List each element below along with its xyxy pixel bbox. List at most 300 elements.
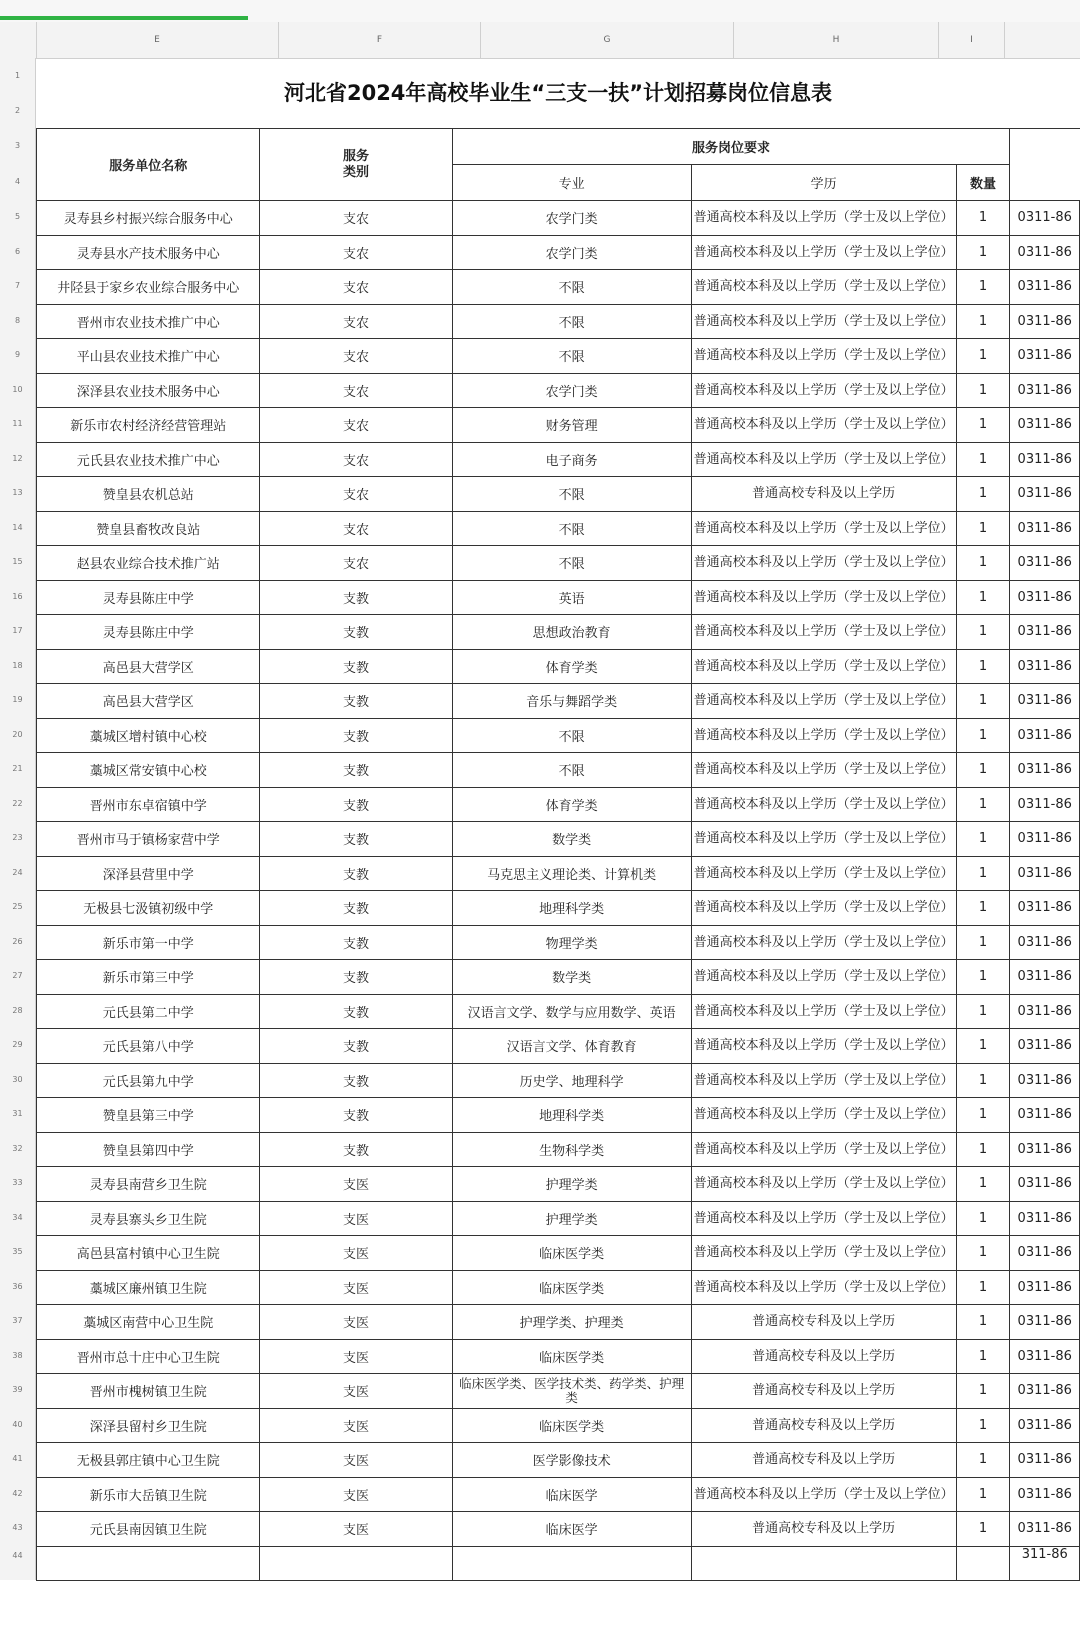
unit-cell[interactable]: 灵寿县水产技术服务中心 (37, 235, 260, 270)
category-cell[interactable]: 支农 (260, 304, 452, 339)
category-cell[interactable]: 支农 (260, 477, 452, 512)
major-cell[interactable]: 生物科学类 (452, 1132, 691, 1167)
education-cell[interactable]: 普通高校本科及以上学历（学士及以上学位） (691, 753, 956, 788)
quantity-cell[interactable]: 1 (956, 1236, 1010, 1271)
education-cell[interactable]: 普通高校本科及以上学历（学士及以上学位） (691, 580, 956, 615)
phone-cell[interactable]: 0311-86 (1010, 1236, 1080, 1271)
unit-cell[interactable]: 藁城区增村镇中心校 (37, 718, 260, 753)
column-letter-i[interactable]: I (939, 22, 1005, 58)
unit-cell[interactable]: 新乐市大岳镇卫生院 (37, 1477, 260, 1512)
major-cell[interactable]: 数学类 (452, 960, 691, 995)
category-cell[interactable]: 支农 (260, 201, 452, 236)
phone-cell[interactable]: 0311-86 (1010, 822, 1080, 857)
category-cell[interactable]: 支教 (260, 891, 452, 926)
quantity-cell[interactable]: 1 (956, 684, 1010, 719)
quantity-cell[interactable]: 1 (956, 1477, 1010, 1512)
row-number[interactable]: 38 (0, 1339, 36, 1374)
column-letter-f[interactable]: F (279, 22, 481, 58)
major-cell[interactable]: 数学类 (452, 822, 691, 857)
phone-cell[interactable]: 0311-86 (1010, 201, 1080, 236)
row-number[interactable]: 11 (0, 407, 36, 442)
quantity-cell[interactable]: 1 (956, 718, 1010, 753)
category-cell[interactable]: 支医 (260, 1477, 452, 1512)
table-row[interactable] (37, 1512, 1080, 1547)
education-cell[interactable]: 普通高校本科及以上学历（学士及以上学位） (691, 615, 956, 650)
unit-cell[interactable]: 深泽县营里中学 (37, 856, 260, 891)
row-number[interactable]: 5 (0, 200, 36, 235)
table-row[interactable] (37, 1546, 1080, 1581)
phone-cell[interactable]: 0311-86 (1010, 546, 1080, 581)
major-cell[interactable]: 马克思主义理论类、计算机类 (452, 856, 691, 891)
row-number[interactable]: 24 (0, 856, 36, 891)
category-cell[interactable]: 支农 (260, 408, 452, 443)
row-number[interactable]: 34 (0, 1201, 36, 1236)
phone-cell[interactable]: 0311-86 (1010, 753, 1080, 788)
education-cell[interactable]: 普通高校本科及以上学历（学士及以上学位） (691, 1167, 956, 1202)
category-cell[interactable]: 支教 (260, 615, 452, 650)
major-cell[interactable]: 体育学类 (452, 649, 691, 684)
category-cell[interactable]: 支教 (260, 856, 452, 891)
category-cell[interactable]: 支医 (260, 1236, 452, 1271)
unit-cell[interactable]: 晋州市东卓宿镇中学 (37, 787, 260, 822)
unit-cell[interactable]: 赞皇县农机总站 (37, 477, 260, 512)
quantity-cell[interactable]: 1 (956, 442, 1010, 477)
phone-cell[interactable]: 0311-86 (1010, 1098, 1080, 1133)
table-row[interactable] (37, 339, 1080, 374)
quantity-cell[interactable]: 1 (956, 1374, 1010, 1409)
major-cell[interactable]: 地理科学类 (452, 1098, 691, 1133)
phone-cell[interactable]: 0311-86 (1010, 1443, 1080, 1478)
education-cell[interactable]: 普通高校本科及以上学历（学士及以上学位） (691, 1236, 956, 1271)
category-cell[interactable]: 支教 (260, 925, 452, 960)
table-row[interactable] (37, 1339, 1080, 1374)
education-cell[interactable]: 普通高校专科及以上学历 (691, 1305, 956, 1340)
education-cell[interactable]: 普通高校本科及以上学历（学士及以上学位） (691, 822, 956, 857)
major-cell[interactable]: 临床医学 (452, 1512, 691, 1547)
row-number[interactable]: 2 (0, 93, 36, 128)
education-cell[interactable]: 普通高校本科及以上学历（学士及以上学位） (691, 511, 956, 546)
category-cell[interactable]: 支农 (260, 546, 452, 581)
unit-cell[interactable]: 新乐市第三中学 (37, 960, 260, 995)
unit-cell[interactable]: 灵寿县南营乡卫生院 (37, 1167, 260, 1202)
education-cell[interactable]: 普通高校专科及以上学历 (691, 1408, 956, 1443)
table-row[interactable] (37, 1408, 1080, 1443)
major-cell[interactable]: 汉语言文学、体育教育 (452, 1029, 691, 1064)
major-cell[interactable]: 音乐与舞蹈学类 (452, 684, 691, 719)
column-letter-g[interactable]: G (481, 22, 734, 58)
education-cell[interactable]: 普通高校本科及以上学历（学士及以上学位） (691, 442, 956, 477)
table-row[interactable] (37, 442, 1080, 477)
phone-cell[interactable]: 0311-86 (1010, 1477, 1080, 1512)
category-cell[interactable]: 支医 (260, 1201, 452, 1236)
table-row[interactable] (37, 235, 1080, 270)
major-cell[interactable]: 临床医学 (452, 1477, 691, 1512)
education-cell[interactable]: 普通高校本科及以上学历（学士及以上学位） (691, 339, 956, 374)
category-cell[interactable]: 支教 (260, 718, 452, 753)
empty-cell[interactable] (260, 1546, 452, 1581)
category-cell[interactable]: 支教 (260, 994, 452, 1029)
table-row[interactable] (37, 960, 1080, 995)
quantity-cell[interactable]: 1 (956, 1167, 1010, 1202)
category-cell[interactable]: 支医 (260, 1408, 452, 1443)
major-cell[interactable]: 体育学类 (452, 787, 691, 822)
row-number[interactable]: 28 (0, 994, 36, 1029)
major-cell[interactable]: 临床医学类 (452, 1408, 691, 1443)
unit-cell[interactable]: 赞皇县第四中学 (37, 1132, 260, 1167)
major-cell[interactable]: 思想政治教育 (452, 615, 691, 650)
quantity-cell[interactable]: 1 (956, 270, 1010, 305)
quantity-cell[interactable]: 1 (956, 235, 1010, 270)
phone-cell[interactable]: 0311-86 (1010, 1063, 1080, 1098)
phone-cell[interactable]: 0311-86 (1010, 1374, 1080, 1409)
quantity-cell[interactable]: 1 (956, 546, 1010, 581)
table-row[interactable] (37, 856, 1080, 891)
row-number[interactable]: 36 (0, 1270, 36, 1305)
major-cell[interactable]: 临床医学类 (452, 1236, 691, 1271)
unit-cell[interactable]: 深泽县留村乡卫生院 (37, 1408, 260, 1443)
table-row[interactable] (37, 891, 1080, 926)
education-cell[interactable]: 普通高校本科及以上学历（学士及以上学位） (691, 546, 956, 581)
education-cell[interactable]: 普通高校本科及以上学历（学士及以上学位） (691, 718, 956, 753)
quantity-cell[interactable]: 1 (956, 1270, 1010, 1305)
education-cell[interactable]: 普通高校专科及以上学历 (691, 477, 956, 512)
row-number[interactable]: 1 (0, 58, 36, 93)
category-cell[interactable]: 支教 (260, 787, 452, 822)
major-cell[interactable]: 护理学类、护理类 (452, 1305, 691, 1340)
category-cell[interactable]: 支农 (260, 339, 452, 374)
category-cell[interactable]: 支教 (260, 822, 452, 857)
table-row[interactable] (37, 649, 1080, 684)
table-row[interactable] (37, 477, 1080, 512)
row-number[interactable]: 41 (0, 1442, 36, 1477)
education-cell[interactable]: 普通高校本科及以上学历（学士及以上学位） (691, 925, 956, 960)
major-cell[interactable]: 临床医学类 (452, 1270, 691, 1305)
table-row[interactable] (37, 1132, 1080, 1167)
quantity-cell[interactable]: 1 (956, 1201, 1010, 1236)
table-row[interactable] (37, 1201, 1080, 1236)
education-cell[interactable]: 普通高校本科及以上学历（学士及以上学位） (691, 270, 956, 305)
table-row[interactable] (37, 1305, 1080, 1340)
education-cell[interactable]: 普通高校专科及以上学历 (691, 1512, 956, 1547)
table-row[interactable] (37, 1098, 1080, 1133)
empty-cell[interactable] (956, 1546, 1010, 1581)
unit-cell[interactable]: 新乐市第一中学 (37, 925, 260, 960)
major-cell[interactable]: 物理学类 (452, 925, 691, 960)
major-cell[interactable]: 不限 (452, 753, 691, 788)
education-cell[interactable]: 普通高校本科及以上学历（学士及以上学位） (691, 408, 956, 443)
category-cell[interactable]: 支农 (260, 235, 452, 270)
major-cell[interactable]: 不限 (452, 270, 691, 305)
row-number[interactable]: 21 (0, 752, 36, 787)
table-row[interactable] (37, 1374, 1080, 1409)
quantity-cell[interactable]: 1 (956, 787, 1010, 822)
table-row[interactable] (37, 1270, 1080, 1305)
unit-cell[interactable]: 藁城区常安镇中心校 (37, 753, 260, 788)
major-cell[interactable]: 不限 (452, 304, 691, 339)
phone-cell[interactable]: 0311-86 (1010, 856, 1080, 891)
category-cell[interactable]: 支教 (260, 684, 452, 719)
education-cell[interactable]: 普通高校本科及以上学历（学士及以上学位） (691, 201, 956, 236)
empty-cell[interactable] (452, 1546, 691, 1581)
unit-cell[interactable]: 灵寿县陈庄中学 (37, 580, 260, 615)
unit-cell[interactable]: 晋州市槐树镇卫生院 (37, 1374, 260, 1409)
category-cell[interactable]: 支教 (260, 1029, 452, 1064)
row-number[interactable]: 8 (0, 304, 36, 339)
row-number[interactable]: 39 (0, 1373, 36, 1408)
unit-cell[interactable]: 井陉县于家乡农业综合服务中心 (37, 270, 260, 305)
category-cell[interactable]: 支教 (260, 1098, 452, 1133)
unit-cell[interactable]: 赞皇县畜牧改良站 (37, 511, 260, 546)
row-number[interactable]: 23 (0, 821, 36, 856)
phone-cell[interactable]: 0311-86 (1010, 1339, 1080, 1374)
major-cell[interactable]: 不限 (452, 477, 691, 512)
phone-cell[interactable]: 0311-86 (1010, 684, 1080, 719)
unit-cell[interactable]: 灵寿县寨头乡卫生院 (37, 1201, 260, 1236)
row-number[interactable]: 37 (0, 1304, 36, 1339)
quantity-cell[interactable]: 1 (956, 1132, 1010, 1167)
quantity-cell[interactable]: 1 (956, 201, 1010, 236)
quantity-cell[interactable]: 1 (956, 339, 1010, 374)
phone-cell[interactable]: 0311-86 (1010, 1270, 1080, 1305)
table-row[interactable] (37, 753, 1080, 788)
education-cell[interactable]: 普通高校本科及以上学历（学士及以上学位） (691, 787, 956, 822)
major-cell[interactable]: 不限 (452, 339, 691, 374)
row-number[interactable]: 22 (0, 787, 36, 822)
quantity-cell[interactable]: 1 (956, 925, 1010, 960)
major-cell[interactable]: 农学门类 (452, 373, 691, 408)
phone-cell[interactable]: 0311-86 (1010, 580, 1080, 615)
table-row[interactable] (37, 270, 1080, 305)
phone-cell[interactable]: 0311-86 (1010, 1201, 1080, 1236)
phone-cell[interactable]: 311-86 (1010, 1546, 1080, 1581)
quantity-cell[interactable]: 1 (956, 1029, 1010, 1064)
education-cell[interactable]: 普通高校本科及以上学历（学士及以上学位） (691, 1063, 956, 1098)
unit-cell[interactable]: 元氏县南因镇卫生院 (37, 1512, 260, 1547)
phone-cell[interactable]: 0311-86 (1010, 1132, 1080, 1167)
row-number[interactable]: 9 (0, 338, 36, 373)
table-row[interactable] (37, 408, 1080, 443)
major-cell[interactable]: 护理学类 (452, 1167, 691, 1202)
phone-cell[interactable]: 0311-86 (1010, 718, 1080, 753)
phone-cell[interactable]: 0311-86 (1010, 787, 1080, 822)
major-cell[interactable]: 医学影像技术 (452, 1443, 691, 1478)
education-cell[interactable]: 普通高校本科及以上学历（学士及以上学位） (691, 1132, 956, 1167)
category-cell[interactable]: 支医 (260, 1167, 452, 1202)
category-cell[interactable]: 支农 (260, 442, 452, 477)
quantity-cell[interactable]: 1 (956, 1408, 1010, 1443)
unit-cell[interactable]: 藁城区南营中心卫生院 (37, 1305, 260, 1340)
unit-cell[interactable]: 高邑县大营学区 (37, 684, 260, 719)
major-cell[interactable]: 电子商务 (452, 442, 691, 477)
phone-cell[interactable]: 0311-86 (1010, 891, 1080, 926)
quantity-cell[interactable]: 1 (956, 856, 1010, 891)
row-number[interactable]: 26 (0, 925, 36, 960)
phone-cell[interactable]: 0311-86 (1010, 442, 1080, 477)
category-cell[interactable]: 支教 (260, 1063, 452, 1098)
phone-cell[interactable]: 0311-86 (1010, 649, 1080, 684)
table-row[interactable] (37, 1167, 1080, 1202)
education-cell[interactable]: 普通高校本科及以上学历（学士及以上学位） (691, 235, 956, 270)
phone-cell[interactable]: 0311-86 (1010, 511, 1080, 546)
row-number[interactable]: 3 (0, 128, 36, 164)
major-cell[interactable]: 历史学、地理科学 (452, 1063, 691, 1098)
unit-cell[interactable]: 赞皇县第三中学 (37, 1098, 260, 1133)
quantity-cell[interactable]: 1 (956, 1339, 1010, 1374)
quantity-cell[interactable]: 1 (956, 649, 1010, 684)
category-cell[interactable]: 支教 (260, 649, 452, 684)
row-number[interactable]: 7 (0, 269, 36, 304)
row-number[interactable]: 40 (0, 1408, 36, 1443)
quantity-cell[interactable]: 1 (956, 1063, 1010, 1098)
row-number[interactable]: 4 (0, 164, 36, 200)
phone-cell[interactable]: 0311-86 (1010, 373, 1080, 408)
table-row[interactable] (37, 201, 1080, 236)
row-number[interactable]: 13 (0, 476, 36, 511)
row-number[interactable]: 17 (0, 614, 36, 649)
education-cell[interactable]: 普通高校本科及以上学历（学士及以上学位） (691, 891, 956, 926)
phone-cell[interactable]: 0311-86 (1010, 235, 1080, 270)
major-cell[interactable]: 农学门类 (452, 201, 691, 236)
category-cell[interactable]: 支农 (260, 270, 452, 305)
table-row[interactable] (37, 684, 1080, 719)
major-cell[interactable]: 不限 (452, 546, 691, 581)
row-number[interactable]: 42 (0, 1477, 36, 1512)
education-cell[interactable]: 普通高校本科及以上学历（学士及以上学位） (691, 1270, 956, 1305)
category-cell[interactable]: 支农 (260, 373, 452, 408)
category-cell[interactable]: 支教 (260, 960, 452, 995)
education-cell[interactable]: 普通高校本科及以上学历（学士及以上学位） (691, 684, 956, 719)
quantity-cell[interactable]: 1 (956, 960, 1010, 995)
major-cell[interactable]: 临床医学类、医学技术类、药学类、护理类 (452, 1374, 691, 1409)
row-number[interactable]: 31 (0, 1097, 36, 1132)
row-number[interactable]: 29 (0, 1028, 36, 1063)
category-cell[interactable]: 支医 (260, 1305, 452, 1340)
unit-cell[interactable]: 元氏县第八中学 (37, 1029, 260, 1064)
phone-cell[interactable]: 0311-86 (1010, 1029, 1080, 1064)
row-number[interactable]: 18 (0, 649, 36, 684)
phone-cell[interactable]: 0311-86 (1010, 339, 1080, 374)
quantity-cell[interactable]: 1 (956, 373, 1010, 408)
quantity-cell[interactable]: 1 (956, 891, 1010, 926)
category-cell[interactable]: 支医 (260, 1512, 452, 1547)
quantity-cell[interactable]: 1 (956, 304, 1010, 339)
table-row[interactable] (37, 994, 1080, 1029)
unit-cell[interactable]: 藁城区廉州镇卫生院 (37, 1270, 260, 1305)
quantity-cell[interactable]: 1 (956, 822, 1010, 857)
category-cell[interactable]: 支医 (260, 1443, 452, 1478)
quantity-cell[interactable]: 1 (956, 994, 1010, 1029)
table-row[interactable] (37, 1477, 1080, 1512)
major-cell[interactable]: 汉语言文学、数学与应用数学、英语 (452, 994, 691, 1029)
phone-cell[interactable]: 0311-86 (1010, 1408, 1080, 1443)
row-number[interactable]: 16 (0, 580, 36, 615)
column-letter-h[interactable]: H (734, 22, 939, 58)
quantity-cell[interactable]: 1 (956, 408, 1010, 443)
unit-cell[interactable]: 平山县农业技术推广中心 (37, 339, 260, 374)
unit-cell[interactable]: 高邑县富村镇中心卫生院 (37, 1236, 260, 1271)
row-number[interactable]: 27 (0, 959, 36, 994)
phone-cell[interactable]: 0311-86 (1010, 304, 1080, 339)
unit-cell[interactable]: 高邑县大营学区 (37, 649, 260, 684)
unit-cell[interactable]: 无极县七汲镇初级中学 (37, 891, 260, 926)
category-cell[interactable]: 支教 (260, 580, 452, 615)
unit-cell[interactable]: 灵寿县乡村振兴综合服务中心 (37, 201, 260, 236)
major-cell[interactable]: 临床医学类 (452, 1339, 691, 1374)
phone-cell[interactable]: 0311-86 (1010, 408, 1080, 443)
table-row[interactable] (37, 373, 1080, 408)
row-number[interactable]: 12 (0, 442, 36, 477)
unit-cell[interactable]: 灵寿县陈庄中学 (37, 615, 260, 650)
unit-cell[interactable]: 赵县农业综合技术推广站 (37, 546, 260, 581)
row-number[interactable]: 25 (0, 890, 36, 925)
education-cell[interactable]: 普通高校本科及以上学历（学士及以上学位） (691, 994, 956, 1029)
phone-cell[interactable]: 0311-86 (1010, 1512, 1080, 1547)
unit-cell[interactable]: 无极县郭庄镇中心卫生院 (37, 1443, 260, 1478)
row-number[interactable]: 35 (0, 1235, 36, 1270)
unit-cell[interactable]: 晋州市农业技术推广中心 (37, 304, 260, 339)
quantity-cell[interactable]: 1 (956, 477, 1010, 512)
row-number[interactable]: 30 (0, 1063, 36, 1098)
row-number[interactable]: 32 (0, 1132, 36, 1167)
education-cell[interactable]: 普通高校本科及以上学历（学士及以上学位） (691, 856, 956, 891)
phone-cell[interactable]: 0311-86 (1010, 960, 1080, 995)
education-cell[interactable]: 普通高校本科及以上学历（学士及以上学位） (691, 1477, 956, 1512)
table-row[interactable] (37, 580, 1080, 615)
quantity-cell[interactable]: 1 (956, 1443, 1010, 1478)
column-letter-e[interactable]: E (36, 22, 279, 58)
unit-cell[interactable]: 元氏县第二中学 (37, 994, 260, 1029)
education-cell[interactable]: 普通高校本科及以上学历（学士及以上学位） (691, 1201, 956, 1236)
major-cell[interactable]: 护理学类 (452, 1201, 691, 1236)
quantity-cell[interactable]: 1 (956, 1512, 1010, 1547)
quantity-cell[interactable]: 1 (956, 511, 1010, 546)
education-cell[interactable]: 普通高校本科及以上学历（学士及以上学位） (691, 1098, 956, 1133)
phone-cell[interactable]: 0311-86 (1010, 994, 1080, 1029)
category-cell[interactable]: 支教 (260, 1132, 452, 1167)
table-row[interactable] (37, 925, 1080, 960)
row-number[interactable]: 14 (0, 511, 36, 546)
education-cell[interactable]: 普通高校本科及以上学历（学士及以上学位） (691, 649, 956, 684)
row-number[interactable]: 6 (0, 235, 36, 270)
row-number[interactable]: 10 (0, 373, 36, 408)
empty-cell[interactable] (37, 1546, 260, 1581)
phone-cell[interactable]: 0311-86 (1010, 270, 1080, 305)
table-row[interactable] (37, 304, 1080, 339)
column-letter-j[interactable] (1005, 22, 1080, 58)
major-cell[interactable]: 英语 (452, 580, 691, 615)
table-row[interactable] (37, 1443, 1080, 1478)
table-row[interactable] (37, 718, 1080, 753)
row-number[interactable]: 15 (0, 545, 36, 580)
phone-cell[interactable]: 0311-86 (1010, 1167, 1080, 1202)
unit-cell[interactable]: 元氏县农业技术推广中心 (37, 442, 260, 477)
education-cell[interactable]: 普通高校本科及以上学历（学士及以上学位） (691, 960, 956, 995)
education-cell[interactable]: 普通高校本科及以上学历（学士及以上学位） (691, 304, 956, 339)
quantity-cell[interactable]: 1 (956, 1098, 1010, 1133)
phone-cell[interactable]: 0311-86 (1010, 925, 1080, 960)
table-row[interactable] (37, 1063, 1080, 1098)
table-row[interactable] (37, 1236, 1080, 1271)
row-number[interactable]: 19 (0, 683, 36, 718)
major-cell[interactable]: 农学门类 (452, 235, 691, 270)
table-row[interactable] (37, 822, 1080, 857)
phone-cell[interactable]: 0311-86 (1010, 477, 1080, 512)
category-cell[interactable]: 支医 (260, 1339, 452, 1374)
education-cell[interactable]: 普通高校专科及以上学历 (691, 1443, 956, 1478)
category-cell[interactable]: 支农 (260, 511, 452, 546)
select-all-corner[interactable] (0, 22, 37, 58)
major-cell[interactable]: 不限 (452, 718, 691, 753)
